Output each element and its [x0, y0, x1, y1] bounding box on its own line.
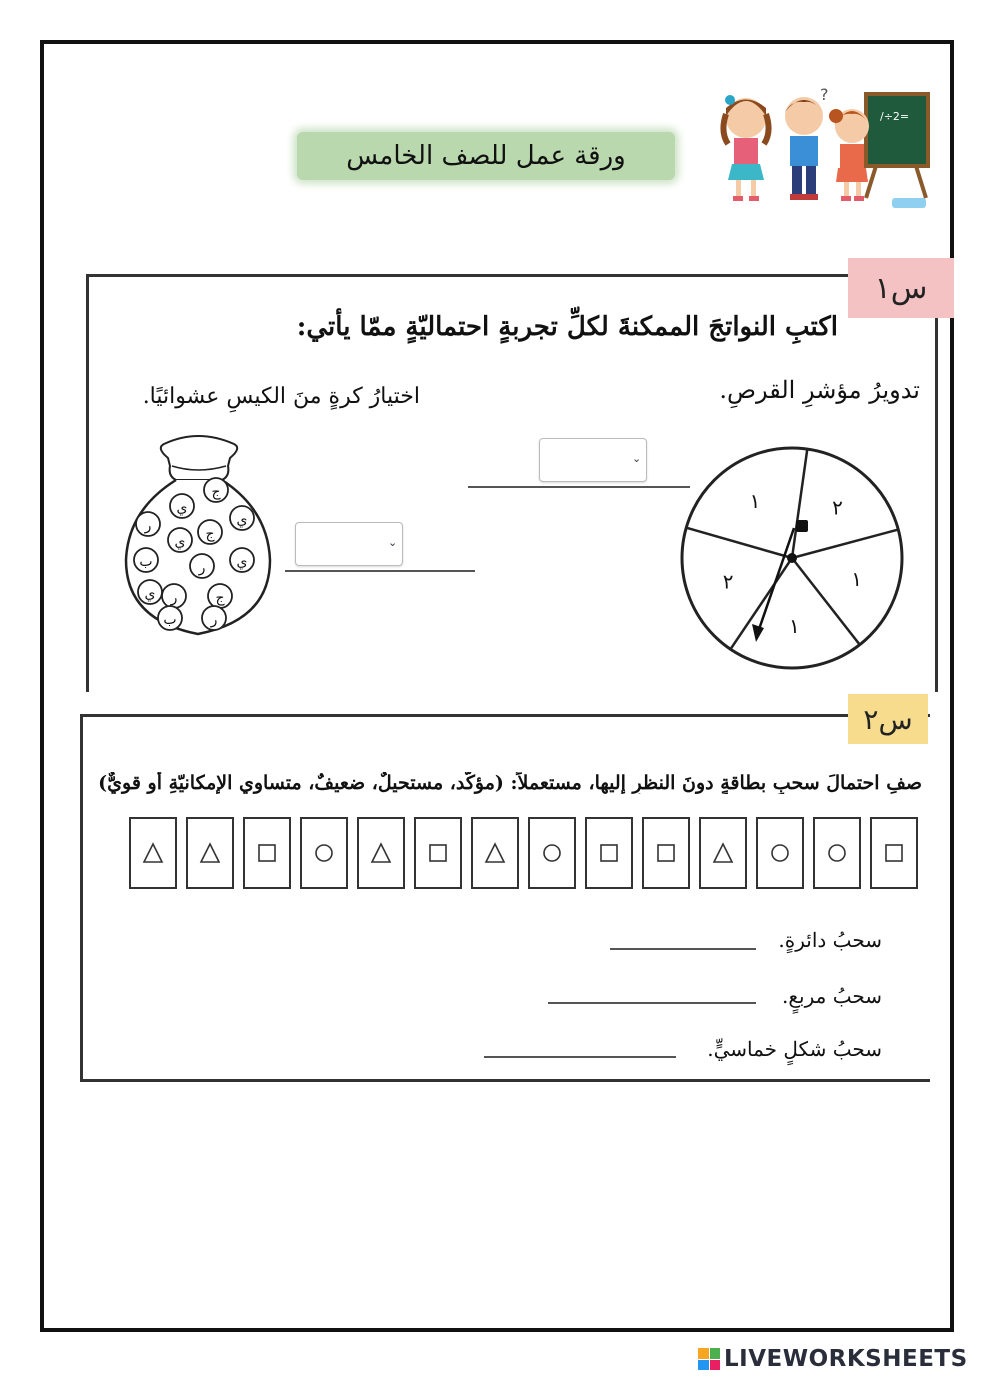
bag-ball-label: ي: [176, 500, 188, 516]
spinner-section-label: ٢: [722, 569, 734, 594]
shape-card-circle: [300, 817, 348, 889]
item-circle-label: سحبُ دائرةٍ.: [778, 928, 882, 952]
spinner-answer-line: [468, 486, 690, 488]
worksheet-title-box: [297, 132, 675, 180]
shape-card-triangle: [471, 817, 519, 889]
shape-card-square: [414, 817, 462, 889]
shape-card-square: [243, 817, 291, 889]
shape-card-square: [870, 817, 918, 889]
triangle-icon: [484, 842, 506, 864]
triangle-icon: [712, 842, 734, 864]
item-pentagon-answer-line: [484, 1056, 676, 1058]
item-square-answer-line: [548, 1002, 756, 1004]
bag-part-label: اختيارُ كرةٍ منَ الكيسِ عشوائيًا.: [142, 384, 420, 409]
chevron-down-icon: ⌄: [388, 536, 398, 549]
circle-icon: [313, 842, 335, 864]
worksheet-title: ورقة عمل للصف الخامس: [346, 141, 626, 171]
svg-text:/÷2=: /÷2=: [880, 110, 910, 123]
bag-ball-label: ي: [174, 534, 186, 550]
bag-ball-label: ي: [236, 554, 248, 570]
item-circle-answer-line: [610, 948, 756, 950]
question2-instruction: صفِ احتمالَ سحبِ بطاقةٍ دونَ النظرِ إليها، مستعملاً: (مؤكّد، مستحيلٌ، ضعيفٌ، متساوي الإمكانيّةِ أو قويٌّ): [98, 772, 922, 794]
shape-card-circle: [813, 817, 861, 889]
shape-cards-row: [114, 817, 918, 893]
shape-card-circle: [756, 817, 804, 889]
question2-section: [80, 714, 930, 1082]
spinner-answer-dropdown[interactable]: [539, 438, 647, 482]
item-square-label: سحبُ مربعٍ.: [782, 984, 882, 1008]
square-icon: [427, 842, 449, 864]
bag-ball-label: ي: [236, 512, 248, 528]
square-icon: [883, 842, 905, 864]
liveworksheets-logo-icon: [698, 1348, 720, 1370]
bag-ball-label: ج: [211, 484, 221, 500]
question2-label: س٢: [848, 694, 928, 744]
bag-ball-label: ر: [210, 612, 218, 628]
square-icon: [598, 842, 620, 864]
item-pentagon-label: سحبُ شكلٍ خماسيٍّ.: [707, 1037, 882, 1061]
kids-illustration: [716, 86, 934, 210]
bag-ball-label: ب: [163, 612, 177, 628]
spinner-pointer-tail: [796, 520, 808, 532]
spinner-diagram: [678, 436, 906, 684]
shape-card-triangle: [186, 817, 234, 889]
circle-icon: [769, 842, 791, 864]
shape-card-triangle: [699, 817, 747, 889]
triangle-icon: [370, 842, 392, 864]
square-icon: [655, 842, 677, 864]
bag-diagram: [118, 430, 278, 642]
bag-answer-dropdown[interactable]: [295, 522, 403, 566]
bag-ball-label: ي: [144, 586, 156, 602]
shape-card-square: [642, 817, 690, 889]
square-icon: [256, 842, 278, 864]
spinner-section-label: ١: [788, 613, 800, 638]
circle-icon: [541, 842, 563, 864]
spinner-section-label: ٢: [832, 495, 843, 520]
bag-ball-label: ر: [170, 590, 178, 606]
question1-label: س١: [848, 258, 954, 318]
bag-ball-label: ر: [198, 560, 206, 576]
spinner-part-label: تدويرُ مؤشرِ القرصِ.: [719, 376, 920, 404]
bag-ball-label: ر: [144, 518, 152, 534]
footer-brand: [698, 1344, 968, 1374]
svg-text:?: ?: [820, 86, 829, 104]
footer-brand-text: LIVEWORKSHEETS: [724, 1346, 968, 1372]
spinner-section-label: ١: [749, 488, 761, 513]
shape-card-circle: [528, 817, 576, 889]
shape-card-triangle: [357, 817, 405, 889]
bag-ball-label: ج: [205, 526, 215, 542]
triangle-icon: [199, 842, 221, 864]
chevron-down-icon: ⌄: [632, 452, 642, 465]
bag-ball-label: ج: [215, 590, 225, 606]
bag-answer-line: [285, 570, 475, 572]
spinner-section-label: ١: [851, 567, 863, 592]
triangle-icon: [142, 842, 164, 864]
spinner-hub: [787, 553, 797, 563]
circle-icon: [826, 842, 848, 864]
shape-card-triangle: [129, 817, 177, 889]
shape-card-square: [585, 817, 633, 889]
bag-ball-label: ب: [139, 554, 153, 570]
question1-instruction: اكتبِ النواتجَ الممكنةَ لكلِّ تجربةٍ احتماليّةٍ ممّا يأتي:: [296, 312, 838, 342]
